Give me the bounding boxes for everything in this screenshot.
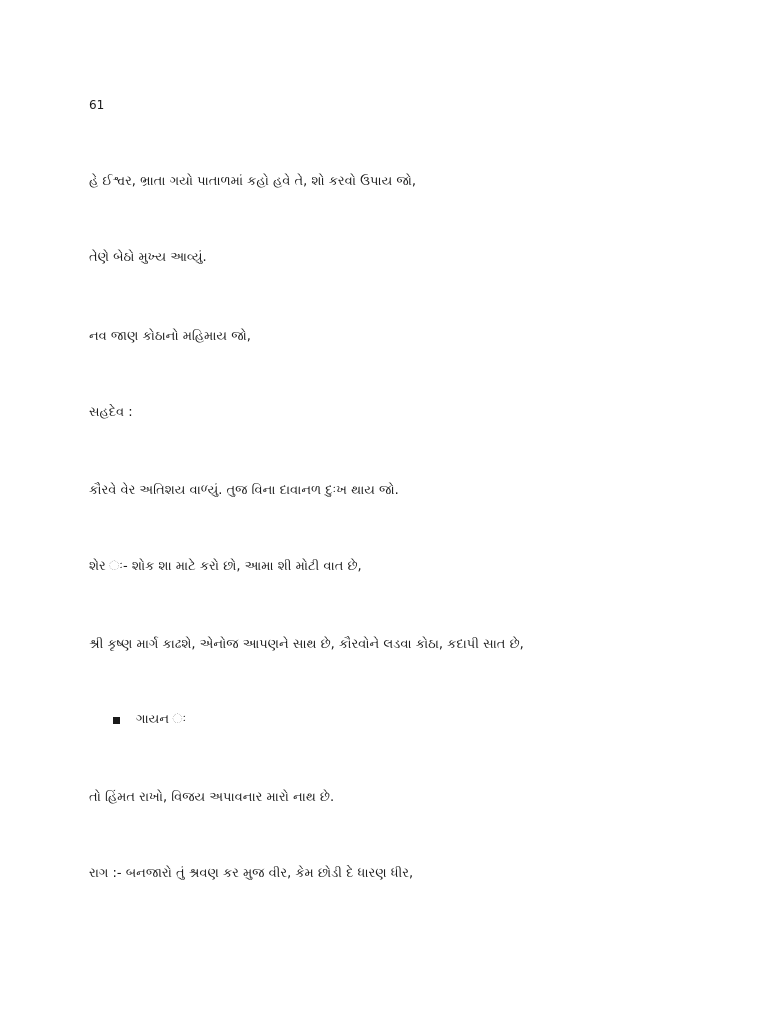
square-bullet-icon — [113, 717, 120, 724]
page-number: 61 — [89, 98, 105, 112]
text-line-5: કૌરવે વેર અતિશય વાળ્યું. તુજ વિના દાવાનળ દુઃખ થાય જો. — [89, 483, 399, 498]
text-line-9: રાગ :- બનજારો તું શ્રવણ કર મુજ વીર, કેમ છોડી દે ધારણ ધીર, — [89, 866, 414, 881]
bullet-text: ગાયન ઃ — [136, 712, 187, 727]
bullet-item — [113, 711, 186, 729]
text-line-6: શેર ઃ- શોક શા માટે કરો છો, આમા શી મોટી વાત છે, — [89, 559, 362, 574]
text-line-2: તેણે બેઠો મુખ્ય આવ્યું. — [89, 250, 207, 265]
text-line-7: શ્રી કૃષ્ણ માર્ગ કાઢશે, એનોજ આપણને સાથ છે, કૌરવોને લડવા કોઠા, કદાપી સાત છે, — [89, 637, 524, 652]
text-line-8: તો હિંમત રાખો, વિજય અપાવનાર મારો નાથ છે. — [89, 790, 335, 805]
text-line-1: હે ઈશ્વર, ભ્રાતા ગયો પાતાળમાં કહો હવે તે, શો કરવો ઉપાય જો, — [89, 174, 417, 189]
text-line-3: નવ જાણ કોઠાનો મહિમાય જો, — [89, 329, 251, 344]
speaker-label: સહદેવ : — [89, 405, 133, 420]
